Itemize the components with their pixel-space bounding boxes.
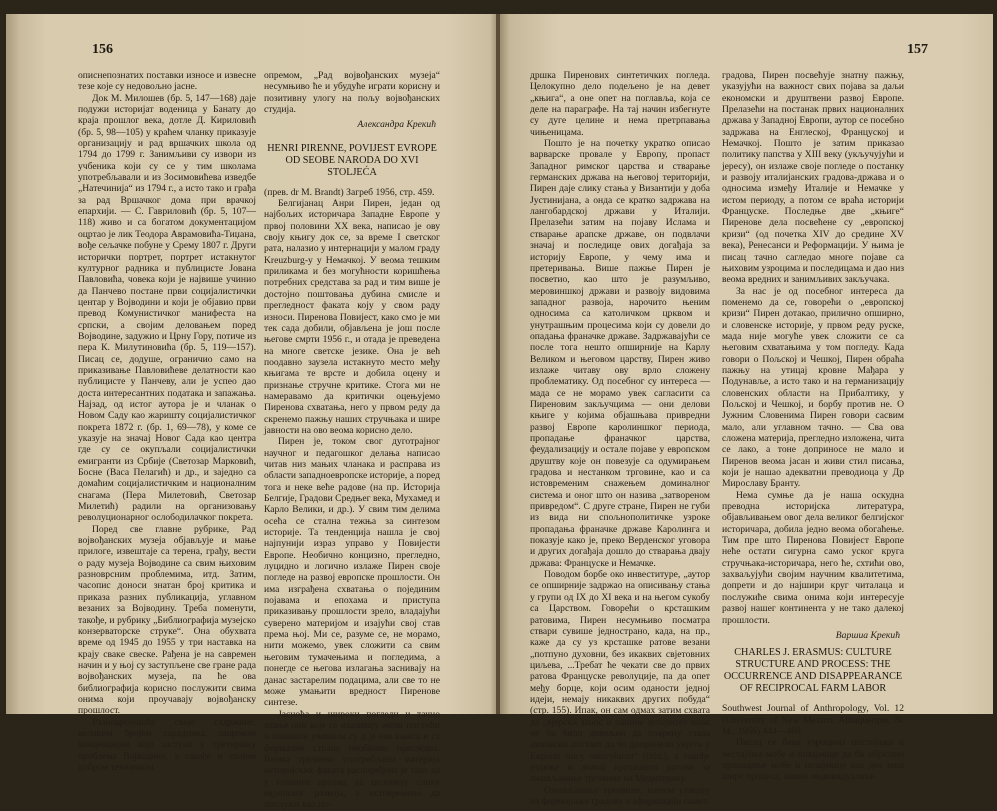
paragraph: Јасноћа и широки погледи и тачно знање они које се изазивају жели постићи и показати учинили су д је ова књига и са формалне стране необично прегледна. Веома трезвено употребљена материја историјских факата распоређена је тако да у главним цртама да целовиту слику европског развоја, а истовремено да послужи као по- xyxy=(264,708,440,811)
reference-title: CHARLES J. ERASMUS: CULTURE STRUCTURE AND PROCESS: THE OCCURRENCE AND DISAPPEARANCE OF RECIPROCAL FARM LABOR xyxy=(723,647,903,695)
right-page-column-1 xyxy=(530,70,710,807)
paragraph: Пошто је на почетку укратко описао варварске провале у Европу, пропаст Западног римског царства и стварање германских држава на његовој територији, Пирен даје слику стања у Византији у доба Јустинијана, а онда се кратко задржава на лангобардској држави у Италији. Прелазећи затим на појаву Ислама и стварање арапске државе, он подвлачи значај и последице ових догађаја за историју Европе, у чему има и претеривања. Више пажње Пирен је посветио, као што је разумљиво, меровиншкој држави и развоју видовима западног развоја, нарочито њеним односима са католичком црквом и унутрашњим процесима који су довели до опадања франачке државе. Задржавајући се после тога нешто опширније на Карлу Великом и његовом царству, Пирен живо излаже читаву ову врло сложену проблематику. Од посебног су интереса — мада се не морамо увек сагласити са Пиреновим закључцима — они делови књиге у којима објашњава привредни развој Европе каролиншког периода, пропадање франачког царства, феудализацију и остале појаве у европском друштву које он повезује са одумирањем градова и нестанком трговине, као и са истовременим снажењем доминалног система и оног што он назива „затвореном привредом“. С друге стране, Пирен не губи из вида ни спољнополитичке узроке пропадања франачке државе Каролинга и показује како је, преко Верденског уговора и других догађаја дошло до стварања двају држава: Француске и Немачке. xyxy=(530,138,710,569)
paragraph: Писац се бави узроцима постојања и нестајања мобе и позајмице да би објаснио пропадање мобе и позајмице као део виш шире процеса, наиме индивидуализа- xyxy=(722,737,904,783)
paragraph: Нема сумње да је наша оскудна преводна историјска литература, објављивањем овог дела великог белгијског историчара, добила једно веома обогаћење. Тим пре што Пиренова Повијест Европе неће остати сигурна само уског круга стручњака-историчара, него ће, схтићи ово, захваљујући својим научним квалитетима, допрети и до најшири круг читалаца и послужиће свима онима који интересује развој нашег континента у не тако далекој прошлости. xyxy=(722,489,904,626)
paragraph: градова, Пирен посвећује знатну пажњу, указујући на важност свих појава за даљи економски и друштвени развој Европе. Прелазећи на постанак првих националних држава у Западној Европи, аутор се посебно задржава на Енглеској, Француској и Немачкој. Пошто је затим приказао политику папства у XIII веку (укључујући и јересу), он излаже своје погледе о постанку и развоју италијанских градова-држава и о односима између Италије и Немачке у истом периоду, а потом се враћа историји Француске. Последње две „књиге“ Пиренове дела посвећене су „европској кризи“ (од почетка XIV до средине XV века), Ренесанси и Реформацији. У њима је писац тачно сагледао многе појаве са њиховим узроцима и последицама и дао низ веома вредних и занимљивих закључака. xyxy=(722,70,904,286)
open-book xyxy=(6,14,993,811)
paragraph: дршка Пиренових синтетичких погледа. Целокупно дело подељено је на девет „књига“, а оне опет на поглавља, која се деле на параграфе. На тај начин избегнуте су дуге целине и нема претрпавања чињеницама. xyxy=(530,70,710,138)
paragraph: Пирен је, током свог дуготрајног научног и педагошког делања написао читав низ мањих чланака и расправа из области западноевропске историје, а поред тога и неке веће радове (на пр. Историја Белгије, Градови Средњег века, Мухамед и Карло Велики, и др.). У свим тим делима осећа се стална тежња за синтезом историје. Та тенденција нашла је свој најпунији израз управо у Повијести Европе. Необично концизно, прегледно, луцидно и логично излаже Пирен своје погледе на развој европске прошлости. Он има изграђена схватања о појединим појавама и епохама и приступа приказивању прошлости зрело, владајући суверено материјом и изајући свој став према њој. Ми се, разуме се, не морамо, нити можемо, увек сложити са свим његовим тумачењима и погледима, а понегде се његова излагања заснивају на данас застарелим подацима, али све то не може умањити вредност Пиренове синтезе. xyxy=(264,436,440,709)
paragraph: Разноврсношћу своје садржине, великим бројем сарадника, широком концепцијом која застуна у третирању проблема Војводине, а такође и својом добром техничком xyxy=(78,716,256,773)
right-page xyxy=(500,14,993,807)
left-page-column-1 xyxy=(78,70,256,773)
left-page-column-2 xyxy=(264,70,440,811)
review-source: (прев. dr M. Brandt) Загреб 1956, стр. 459. xyxy=(264,186,435,198)
paragraph: Оживљавању трговине, њеном утицају на формирање градова и афирмацији самих xyxy=(530,784,710,807)
paragraph: Док М. Милошев (бр. 5, 147—168) даје подужи историјат воденица у Банату до краја прошлог века, дотле Д. Кириловић (бр. 5, 98—105) у краћем чланку приказује организацију и рад вршачких школа од 1794 до 1799 г. Занимљиви су извори из учбеника који су се у тим школама употребљавали и из Зосимовићева изведбе „Натечинија“ из 1794 г., а исто тако и грађа за рад Вршачког дома при врачкој епархији. — С. Гавриловић (бр. 5, 107—118) живо и са богатом документацијом оцртао је лик Теодора Аврамовића-Тиџана, вође сељачке побуне у Срему 1807 г. Други исторички портрет, портрет истакнутог културног радника и публицисте Јована Павловића, човека који је највише учинио да Панчево постане први социјалистички центар у Војводини и који је објавио први превод Комунистичког манифеста на српски, а својим деловањем поред Војводине, задужио и Црну Гору, потиче из пера К. Милутиновића (бр. 5, 119—157). Писац се, додуше, ограничио само на приказивање Павловићеве делатности као публицисте у Панчеву, али је успео дао доста интересантних података и запажања. Најзад, од истог аутора је и чланак о Новом Саду као жаришту социјалистичког покрета 1872 г. (бр. 1, 69—78), у коме се указује на значај Новог Сада као центра где су се окупљали социјалистички емигранти из Србије (Светозар Марковић, Босне (Васа Пелагић) и др., и заједно са домаћим социјалистичким и националним снагама (Пера Милетовић, Светозар Милетић) радили на организовању револуционарног ослободилачког покрета. xyxy=(78,92,256,524)
paragraph: Поред све главне рубрике, Рад војвођанских музеја објављује и мање прилоге, извештаје са терена, грађу, вести о раду музеја Војводине са свим њиховим разноврсним проблемима, итд. Затим, часопис доноси знатан број критика и приказа разних публикација, углавном везаних за Војводину. Треба поменути, такође, и рубрику „Библиографија музејско конзерваторске струке“. Она обухвата време од 1945 до 1955 у три наставка на крају свакe свеске. Рађена је на савремен начин и у њој су заступљене све гране рада војвођанских музеја, па ће ова библиографија корисно послужити свима онима који проучавају војвођанску прошлост. xyxy=(78,523,256,717)
author-signature: Александра Крекић xyxy=(357,119,436,131)
paragraph: За нас је од посебног интереса да поменемо да се, говорећи о „европској кризи“ Пирен дотакао, прилично опширно, и словенске историје, у првом реду руске, мада није могуће увек сложити се са његовим схватањима у том погледу. Када говори о Пољској и Чешкој, Пирен обраћа пажњу на утицај кровне Мађара у Подунавље, а исто тако и на германизацију словенских области на Прибалтику, у Пољској и Чешкој, и борбу против не. О Јужним Словенима Пирен говори сасвим мало, али углавном тачно. — Сва ова сложена материја, прегледно изложена, чита се лако, а тоне доприносе не мало и Пиренов веома јасан и живи стил писања, који је нашао адекватни преводиоца у Др Мирославу Бранту. xyxy=(722,285,904,490)
paragraph: опремом, „Рад војвођанских музеја“ несумњиво ће и убудуће играти корисну и позитивну улогу на пољу војвођанских студија. xyxy=(264,70,440,116)
right-page-column-2 xyxy=(722,70,904,783)
paragraph: Поводом борбе око инвеституре, „аутор се опширније задржао на описивању стања у групи од IX до XI века и на његом сукобу са Царством. Говорећи о крсташким ратовима, Пирен несумњиво посматра ствари сувише једнострано, када, на пр., каже да су уз крсташке ратове везани „потпуно духовни, без икаквих свјетовних циљева, ...Требат ће чекати све до првих ратова Француске револуције, па да опет међу борце, који осим оданости једној идеји, немају никаквих других побуда“ (стр. 155). Ипак, он сам одмах затим схвата да „вјерски занос и папине ауторитет ипак не би били довољни да покрену такав дивовски потхват да то допринели увјети у Европи нису омогућили“ (ibid.), а такође уздиже и значај крсташких ратова за оживљавање трговине на Медитерану. xyxy=(530,569,710,785)
review-heading: HENRI PIRENNE, POVIJEST EVROPE OD SEOBE NARODA DO XVI STOLJEĆA xyxy=(267,142,437,178)
page-number: 157 xyxy=(907,42,928,57)
paragraph: Белгијанац Анри Пирен, један од најбољих историчара Западне Европе у првој половини XX века, написао је ову своју књигу док се, за време I светског рата, налазио у интернацији у малом граду Kreuzburg-у у Немачкој. У веома тешким приликама и без могућности коришћења потребних средстава за рад и тим више је достојно поштовања дубина смисле и прегледност факата коју у свом раду износи. Пиренова Повијест, како смо је ми тек сада добили, објављена је још после његове смрти 1956 г., и отада је преведена на многе светске језике. Она је већ поодавно заузела истакнуто место међу књигама те врсте и добила оцену и признање стручне критике. Стога ми не намеравамо да критички оцењујемо Пиренова схватања, него у првом реду да скренемо пажњу наших стручњака и шире јавности на ово веома корисно дело. xyxy=(264,198,440,436)
left-page xyxy=(6,14,498,811)
page-number: 156 xyxy=(92,42,113,57)
author-signature: Варшиа Крекић xyxy=(835,629,900,641)
paragraph: описнепознатих поставки износе и извесне тезе које су недовољно јасне. xyxy=(78,70,256,93)
reference-source: Southwest Journal of Anthropology, Vol. 12 (University of New Mexico, Albuquerque, N. M., 1956) 444—469. xyxy=(722,703,904,737)
